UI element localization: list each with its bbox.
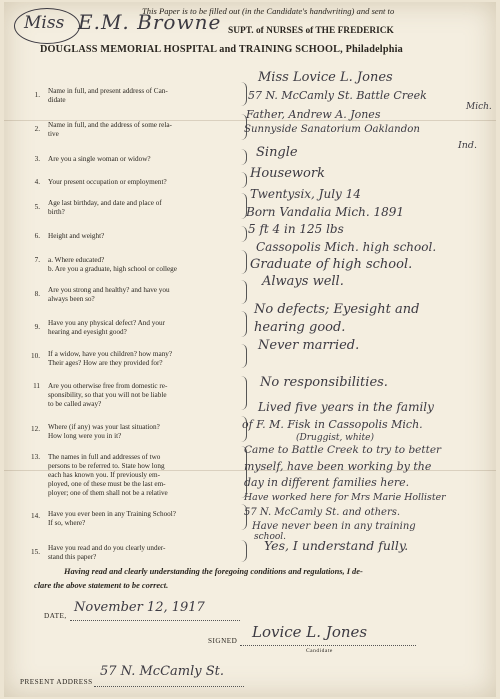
brace (236, 172, 247, 188)
intro-text: This Paper is to be filled out (in the Candidate's handwriting) and sent to (142, 6, 395, 16)
date-value: November 12, 1917 (74, 600, 205, 615)
question-number: 15. (31, 548, 40, 556)
answer: Miss Lovice L. Jones (258, 70, 393, 85)
signature-line (240, 645, 416, 646)
brace (236, 250, 247, 274)
answer: Came to Battle Creek to try to better (244, 444, 442, 456)
question-number: 3. (34, 155, 40, 163)
question-text: Are you otherwise free from domestic re- sponsibility, so that you will not be liable to be called away? (48, 382, 168, 408)
question-text: Have you any physical defect? And your hearing and eyesight good? (48, 319, 165, 336)
question-text: Name in full, and the address of some rela- tive (48, 121, 172, 138)
brace (236, 82, 247, 106)
answer: 57 N. McCamly St. and others. (244, 507, 401, 518)
brace (236, 540, 247, 562)
answer: Yes, I understand fully. (264, 538, 409, 553)
answer: hearing good. (254, 320, 346, 335)
question-text: Your present occupation or employment? (48, 178, 167, 186)
brace (236, 344, 247, 368)
question-number: 6. (34, 232, 40, 240)
answer: Have worked here for Mrs Marie Hollister (244, 492, 446, 503)
answer: day in different families here. (244, 476, 410, 489)
answer: myself, have been working by the (244, 460, 432, 473)
brace (236, 149, 247, 165)
question-text: Age last birthday, and date and place of birth? (48, 199, 162, 216)
question-number: 13. (31, 453, 40, 461)
answer: 5 ft 4 in 125 lbs (248, 222, 344, 236)
question-text: Are you a single woman or widow? (48, 155, 151, 163)
question-number: 7. (34, 256, 40, 264)
question-text: The names in full and addresses of two persons to be referred to. State how long each has known you. If previously em- ployed, one of these must be the last em- ployer; one of them shall not be a relative (48, 453, 168, 497)
question-number: 5. (34, 203, 40, 211)
question-number: 11 (33, 382, 40, 390)
answer: Never married. (258, 338, 360, 353)
statement-line-1: Having read and clearly understanding the foregoing conditions and regulations, I de- (64, 567, 363, 576)
answer: Ind. (458, 140, 477, 151)
question-number: 1. (34, 91, 40, 99)
address-label: PRESENT ADDRESS (20, 678, 93, 686)
question-number: 12. (31, 425, 40, 433)
question-text: Have you read and do you clearly under- stand this paper? (48, 544, 166, 561)
question-text: If a widow, have you children? how many? Their ages? How are they provided for? (48, 350, 173, 367)
answer: Mich. (466, 102, 492, 112)
answer: Father, Andrew A. Jones (246, 108, 381, 121)
date-label: DATE, (44, 612, 67, 620)
question-text: Where (if any) was your last situation? How long were you in it? (48, 423, 160, 440)
question-number: 9. (34, 323, 40, 331)
question-number: 14. (31, 512, 40, 520)
brace (236, 280, 247, 304)
question-number: 8. (34, 290, 40, 298)
miss-text: Miss (24, 13, 65, 33)
title-text: SUPT. of NURSES of THE FREDERICK (228, 26, 394, 36)
addressee-name: E.M. Browne (78, 10, 222, 34)
question-number: 10. (31, 352, 40, 360)
question-number: 2. (34, 125, 40, 133)
answer: Lived five years in the family (258, 400, 434, 414)
brace (236, 311, 247, 337)
answer: Housework (250, 166, 325, 181)
question-text: Are you strong and healthy? and have you always been so? (48, 286, 170, 303)
answer: Have never been in any training (252, 521, 416, 532)
answer: school. (254, 532, 287, 542)
question-number: 4. (34, 178, 40, 186)
answer: No defects; Eyesight and (254, 302, 420, 317)
statement-line-2: clare the above statement to be correct. (34, 581, 169, 590)
answer: Graduate of high school. (250, 257, 413, 272)
brace (236, 376, 247, 410)
question-text: Name in full, and present address of Can- didate (48, 87, 168, 104)
question-text: Height and weight? (48, 232, 105, 240)
question-text: a. Where educated? b. Are you a graduate, high school or college (48, 256, 177, 273)
answer: Single (256, 145, 298, 160)
brace (236, 226, 247, 242)
answer: Twentysix, July 14 (250, 187, 361, 201)
answer: Cassopolis Mich. high school. (256, 240, 437, 254)
date-line (70, 620, 240, 621)
answer: Sunnyside Sanatorium Oaklandon (244, 124, 420, 135)
question-text: Have you ever been in any Training School? If so, where? (48, 510, 176, 527)
answer: of F. M. Fisk in Cassopolis Mich. (242, 418, 423, 431)
signed-value: Lovice L. Jones (252, 623, 368, 641)
hospital-text: DOUGLASS MEMORIAL HOSPITAL and TRAINING SCHOOL, Philadelphia (40, 44, 403, 55)
answer: (Druggist, white) (296, 433, 375, 443)
answer: 57 N. McCamly St. Battle Creek (248, 89, 427, 102)
answer: No responsibilities. (260, 375, 388, 390)
signed-label: SIGNED (208, 637, 238, 645)
answer: Always well. (262, 274, 344, 289)
answer: Born Vandalia Mich. 1891 (246, 205, 404, 219)
address-value: 57 N. McCamly St. (100, 664, 224, 679)
address-line (94, 686, 244, 687)
candidate-label: Candidate (306, 648, 333, 654)
